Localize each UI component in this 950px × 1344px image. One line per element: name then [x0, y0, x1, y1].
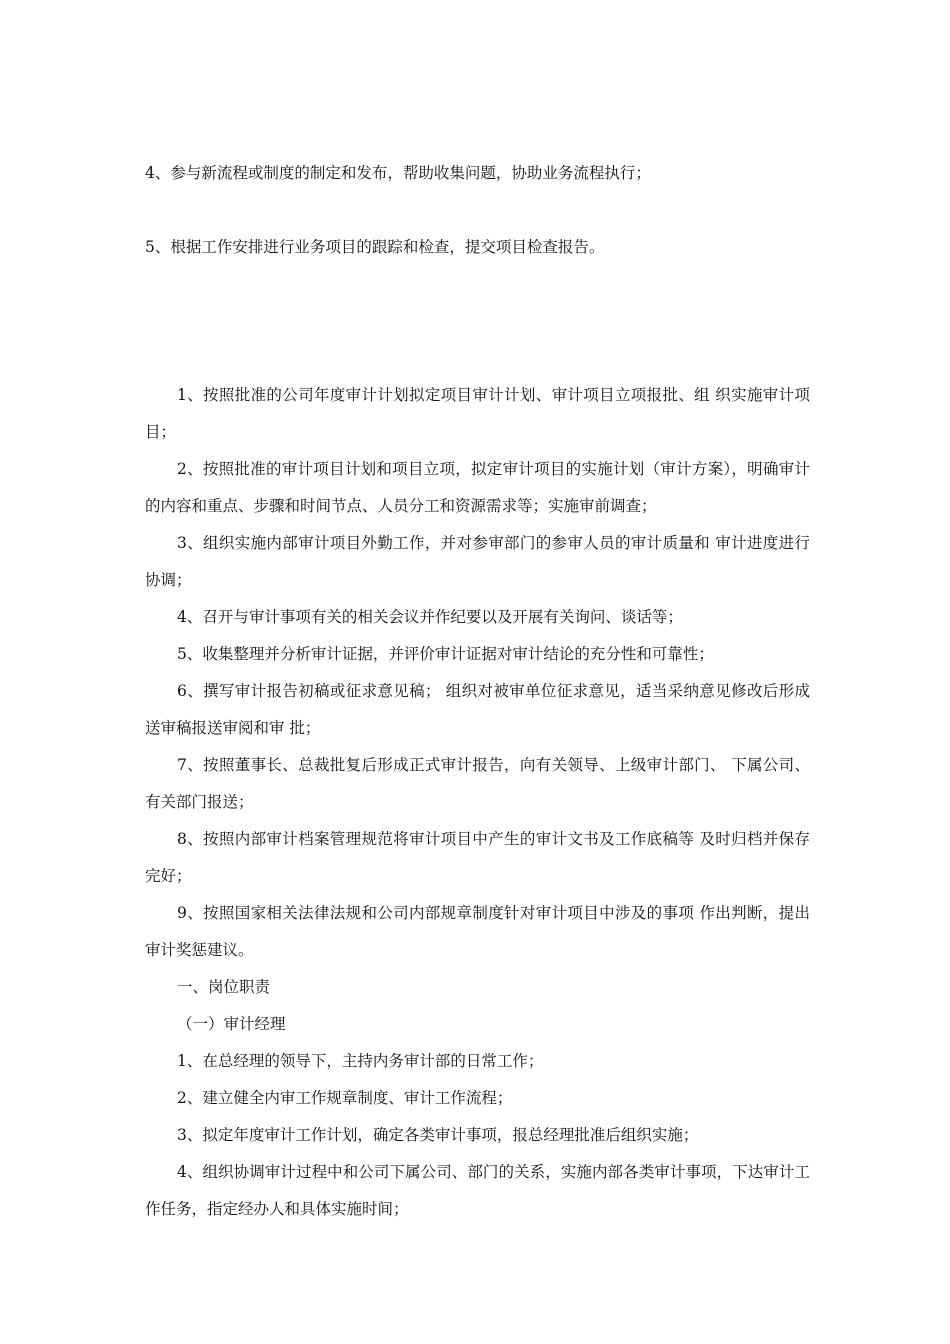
duty-1: 1、在总经理的领导下，主持内务审计部的日常工作；	[177, 1052, 544, 1070]
paragraph-9: 9、按照国家相关法律法规和公司内部规章制度针对审计项目中涉及的事项 作出判断，提出审计奖惩建议。	[145, 904, 810, 959]
top-item-4: 4、参与新流程或制度的制定和发布，帮助收集问题，协助业务流程执行；	[145, 164, 651, 182]
paragraph-8: 8、按照内部审计档案管理规范将审计项目中产生的审计文书及工作底稿等 及时归档并保存完好；	[145, 830, 810, 885]
paragraph-2: 2、按照批准的审计项目计划和项目立项，拟定审计项目的实施计划（审计方案），明确审计的内容和重点、步骤和时间节点、人员分工和资源需求等；实施审前调查；	[145, 460, 810, 515]
paragraph-5: 5、收集整理并分析审计证据，并评价审计证据对审计结论的充分性和可靠性；	[177, 645, 714, 663]
paragraph-3: 3、组织实施内部审计项目外勤工作，并对参审部门的参审人员的审计质量和 审计进度进行协调；	[145, 534, 810, 589]
duty-4: 4、组织协调审计过程中和公司下属公司、部门的关系，实施内部各类审计事项，下达审计工作任务，指定经办人和具体实施时间；	[145, 1163, 810, 1218]
paragraph-7: 7、按照董事长、总裁批复后形成正式审计报告，向有关领导、上级审计部门、 下属公司、有关部门报送；	[145, 756, 810, 811]
top-item-5: 5、根据工作安排进行业务项目的跟踪和检查，提交项目检查报告。	[145, 238, 605, 256]
duty-2: 2、建立健全内审工作规章制度、审计工作流程；	[177, 1089, 513, 1107]
duty-3: 3、拟定年度审计工作计划，确定各类审计事项，报总经理批准后组织实施；	[177, 1126, 699, 1144]
paragraph-6: 6、撰写审计报告初稿或征求意见稿； 组织对被审单位征求意见，适当采纳意见修改后形成送审稿报送审阅和审 批；	[145, 682, 810, 737]
subsection-title: （一）审计经理	[177, 1015, 286, 1033]
paragraph-1: 1、按照批准的公司年度审计计划拟定项目审计计划、审计项目立项报批、组 织实施审计项目；	[145, 386, 810, 441]
paragraph-4: 4、召开与审计事项有关的相关会议并作纪要以及开展有关询问、谈话等；	[177, 608, 683, 626]
section-title: 一、岗位职责	[177, 978, 271, 996]
